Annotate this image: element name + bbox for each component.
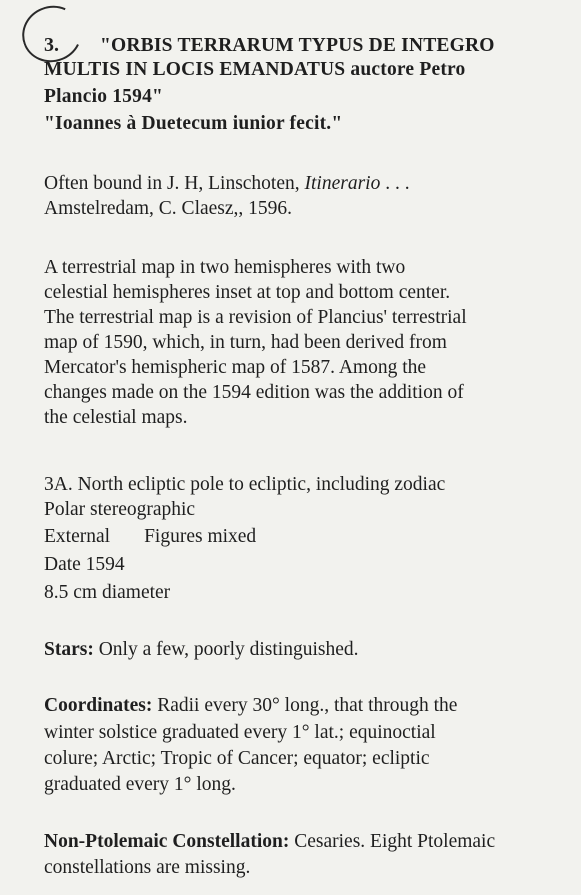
description-line-1: A terrestrial map in two hemispheres with two [44, 257, 406, 278]
date: Date 1594 [44, 554, 125, 575]
description-line-6: changes made on the 1594 edition was the addition of [44, 382, 464, 403]
stars-label: Stars: [44, 639, 94, 660]
projection: Polar stereographic [44, 499, 196, 520]
map-title-line-1: "ORBIS TERRARUM TYPUS DE INTEGRO [100, 35, 495, 56]
coordinates-label: Coordinates: [44, 695, 153, 716]
view-and-figures [44, 525, 256, 549]
description-line-2: celestial hemispheres inset at top and bottom center. [44, 282, 451, 303]
coordinates-line-4: graduated every 1° long. [44, 774, 236, 795]
diameter: 8.5 cm diameter [44, 582, 171, 603]
description-line-4: map of 1590, which, in turn, had been derived from [44, 332, 447, 353]
binding-note-line-2: Amstelredam, C. Claesz,, 1596. [44, 198, 293, 219]
description-line-5: Mercator's hemispheric map of 1587. Among the [44, 357, 427, 378]
stars-line [44, 638, 359, 662]
binding-title-italic: Itinerario [304, 173, 381, 194]
map-title-line-2: MULTIS IN LOCIS EMANDATUS auctore Petro [44, 59, 466, 80]
map-title-line-3: Plancio 1594" [44, 86, 164, 107]
non-ptolemaic-line-2: constellations are missing. [44, 857, 251, 878]
figures-type: Figures mixed [144, 526, 257, 547]
subentry-heading: 3A. North ecliptic pole to ecliptic, including zodiac [44, 474, 446, 495]
binding-suffix: . . . [380, 173, 410, 194]
coordinates-line-1 [44, 694, 457, 718]
non-ptolemaic-text: Cesaries. Eight Ptolemaic [289, 831, 496, 852]
stars-text: Only a few, poorly distinguished. [93, 639, 359, 660]
view-type: External [44, 526, 111, 547]
non-ptolemaic-label: Non-Ptolemaic Constellation: [44, 831, 290, 852]
coordinates-text-1: Radii every 30° long., that through the [152, 695, 458, 716]
engraver-credit: "Ioannes à Duetecum iunior fecit." [44, 113, 343, 134]
binding-prefix: Often bound in J. H, Linschoten, [44, 173, 305, 194]
binding-note-line-1 [44, 172, 410, 196]
non-ptolemaic-line-1 [44, 830, 495, 854]
description-line-3: The terrestrial map is a revision of Plancius' terrestrial [44, 307, 467, 328]
entry-number: 3. [44, 34, 59, 56]
coordinates-line-3: colure; Arctic; Tropic of Cancer; equator; ecliptic [44, 748, 430, 769]
coordinates-line-2: winter solstice graduated every 1° lat.; equinoctial [44, 722, 436, 743]
description-line-7: the celestial maps. [44, 407, 188, 428]
